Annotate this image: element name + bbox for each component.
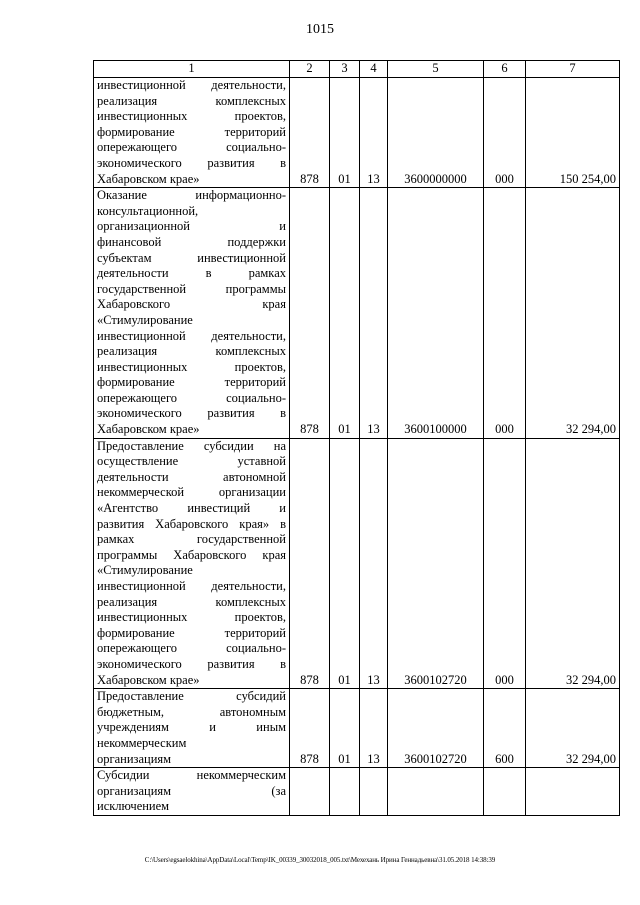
expense-type-code: 000 [484,78,526,188]
amount: 150 254,00 [526,78,620,188]
description-line: Предоставление субсидий [97,689,286,704]
section-code [330,768,360,816]
table-row [94,768,620,816]
table-row [94,689,620,768]
description-line: инвестиционной деятельности, [97,579,286,593]
description-line: Хабаровском крае» [97,672,200,687]
amount [526,768,620,816]
subsection-code: 13 [360,78,388,188]
ministry-code [290,768,330,816]
row-description [94,188,290,439]
description-line: субъектам инвестиционной [97,250,286,265]
description-line: опережающего социально- [97,140,286,155]
description-line: рамках государственной [97,532,286,547]
description-line: опережающего социально- [97,390,286,405]
amount: 32 294,00 [526,188,620,439]
description-line: «Стимулирование [97,563,193,578]
description-line: консультационной, [97,203,199,218]
ministry-code: 878 [290,78,330,188]
table-row [94,188,620,439]
description-line: Оказание информационно- [97,188,286,203]
ministry-code: 878 [290,188,330,439]
file-path-footer: C:\Users\egsaelokhina\AppData\Local\Temp\IK_00339_30032018_005.txt\Мехехань Ирина Геннадьевна\31.05.2018 14:38:39 [144,856,496,864]
description-line: реализация комплексных [97,594,286,609]
target-article-code [388,768,484,816]
subsection-code [360,768,388,816]
description-line: организациям [97,751,172,766]
description-line: экономического развития в [97,656,286,671]
table-row [94,78,620,188]
description-line: Хабаровского края [97,297,286,312]
description-line: инвестиционных проектов, [97,109,286,124]
description-line: развития Хабаровского края» в [97,516,286,531]
description-line: деятельности автономной [97,469,286,484]
subsection-code: 13 [360,438,388,689]
target-article-code: 3600000000 [388,78,484,188]
description-line: инвестиционной деятельности, [97,78,286,92]
target-article-code: 3600102720 [388,438,484,689]
description-line: инвестиционных проектов, [97,610,286,625]
page-number: 1015 [306,22,334,37]
row-description [94,689,290,768]
column-header: 7 [526,61,620,78]
description-line: некоммерческим [97,735,187,750]
description-line: бюджетным, автономным [97,704,286,719]
description-line: некоммерческой организации [97,485,286,500]
column-header: 1 [94,61,290,78]
section-code: 01 [330,689,360,768]
description-line: организациям (за [97,783,286,798]
subsection-code: 13 [360,188,388,439]
description-line: исключением [97,799,170,814]
expense-type-code: 000 [484,438,526,689]
description-line: инвестиционной деятельности, [97,328,286,343]
description-line: программы Хабаровского края [97,547,286,562]
description-line: осуществление уставной [97,454,286,469]
column-header: 3 [330,61,360,78]
description-line: опережающего социально- [97,641,286,656]
budget-table [93,60,620,816]
target-article-code: 3600100000 [388,188,484,439]
description-line: «Агентство инвестиций и [97,501,286,516]
description-line: учреждениям и иным [97,720,286,735]
description-line: организационной и [97,219,286,234]
ministry-code: 878 [290,689,330,768]
subsection-code: 13 [360,689,388,768]
column-header: 2 [290,61,330,78]
expense-type-code [484,768,526,816]
description-line: государственной программы [97,281,286,296]
section-code: 01 [330,188,360,439]
description-line: финансовой поддержки [97,234,286,249]
expense-type-code: 000 [484,188,526,439]
description-line: «Стимулирование [97,312,193,327]
amount: 32 294,00 [526,438,620,689]
description-line: инвестиционных проектов, [97,359,286,374]
amount: 32 294,00 [526,689,620,768]
description-line: Субсидии некоммерческим [97,768,286,783]
description-line: Хабаровском крае» [97,422,200,437]
column-header: 6 [484,61,526,78]
table-row [94,438,620,689]
description-line: Предоставление субсидии на [97,438,286,453]
row-description [94,768,290,816]
ministry-code: 878 [290,438,330,689]
description-line: Хабаровском крае» [97,171,200,186]
expense-type-code: 600 [484,689,526,768]
section-code: 01 [330,438,360,689]
row-description [94,438,290,689]
description-line: экономического развития в [97,406,286,421]
description-line: формирование территорий [97,625,286,640]
description-line: деятельности в рамках [97,266,286,281]
column-header-row [94,61,620,78]
description-line: формирование территорий [97,124,286,139]
section-code: 01 [330,78,360,188]
row-description [94,78,290,188]
column-header: 4 [360,61,388,78]
description-line: формирование территорий [97,375,286,390]
column-header: 5 [388,61,484,78]
description-line: экономического развития в [97,155,286,170]
target-article-code: 3600102720 [388,689,484,768]
description-line: реализация комплексных [97,93,286,108]
description-line: реализация комплексных [97,344,286,359]
